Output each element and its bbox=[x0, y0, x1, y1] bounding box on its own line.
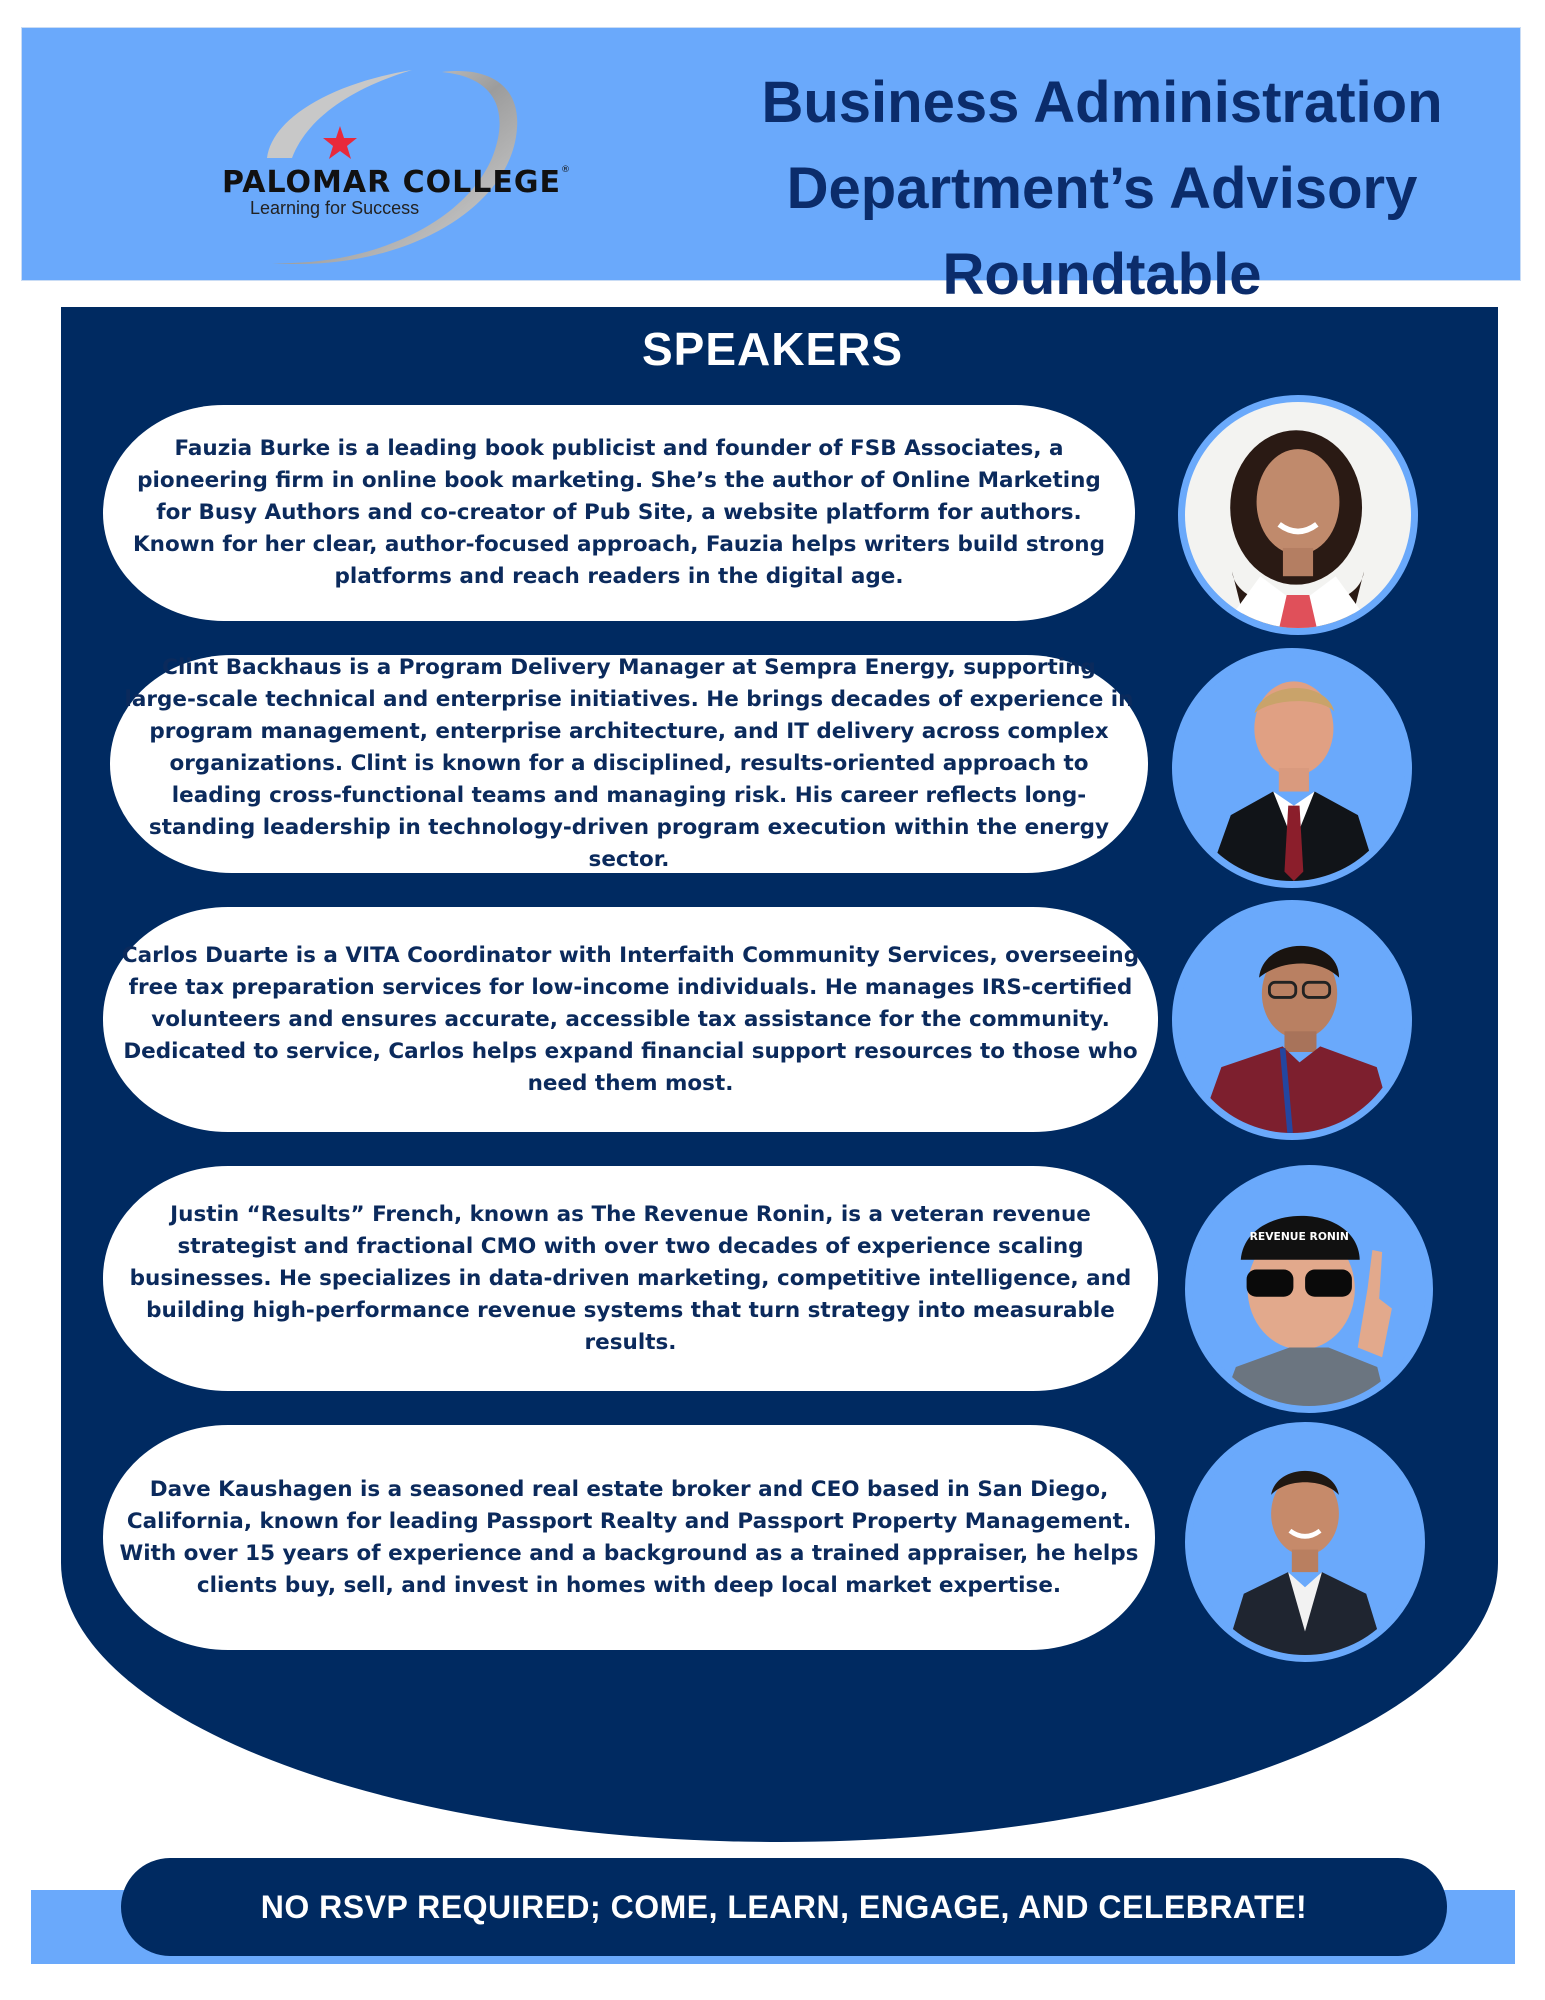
footer-text: NO RSVP REQUIRED; COME, LEARN, ENGAGE, AND CELEBRATE! bbox=[260, 1888, 1308, 1925]
speaker-photo-clint bbox=[1172, 648, 1412, 888]
person-avatar-icon bbox=[1192, 1429, 1418, 1655]
speaker-bio-card bbox=[103, 1166, 1158, 1391]
title-line-2: Department’s Advisory bbox=[786, 156, 1418, 221]
person-avatar-icon bbox=[1179, 907, 1405, 1133]
hat-text: REVENUE RONIN bbox=[1249, 1230, 1349, 1244]
footer-banner bbox=[121, 1858, 1447, 1956]
speaker-photo-dave bbox=[1185, 1422, 1425, 1662]
speaker-bio: Dave Kaushagen is a seasoned real estate broker and CEO based in San Diego, California, known for leading Passport Realty and Passport Property Management. With over 15 years of experience and a background as a trained appraiser, he helps clients buy, sell, and invest in homes with deep local market expertise. bbox=[119, 1476, 1139, 1598]
person-avatar-icon bbox=[1185, 402, 1411, 628]
speaker-bio-card bbox=[103, 1425, 1155, 1650]
palomar-college-logo bbox=[212, 58, 632, 288]
person-avatar-icon bbox=[1179, 655, 1405, 881]
speaker-bio-card bbox=[103, 907, 1158, 1132]
speaker-bio: Carlos Duarte is a VITA Coordinator with Interfaith Community Services, overseeing free tax preparation services for low-income individuals. He manages IRS-certified volunteers and ensures accurate, accessible tax assistance for the community. Dedicated to service, Carlos helps expand financial support resources to those who need them most. bbox=[121, 942, 1140, 1096]
logo-registered-mark: ® bbox=[560, 165, 571, 175]
speaker-bio: Clint Backhaus is a Program Delivery Manager at Sempra Energy, supporting large-scale technical and enterprise initiatives. He brings decades of experience in program management, enterprise architecture, and IT delivery across complex organizations. Clint is known for a disciplined, results-oriented approach to leading cross-functional teams and managing risk. His career reflects long-standing leadership in technology-driven program execution within the energy sector. bbox=[124, 655, 1134, 872]
speaker-photo-carlos bbox=[1172, 900, 1412, 1140]
speaker-bio-card bbox=[110, 655, 1148, 873]
speaker-photo-fauzia bbox=[1178, 395, 1418, 635]
speaker-photo-justin bbox=[1185, 1165, 1433, 1413]
title-line-1: Business Administration bbox=[761, 70, 1443, 135]
title-line-3: Roundtable bbox=[942, 242, 1262, 307]
logo-name: PALOMAR COLLEGE bbox=[222, 165, 561, 200]
speaker-bio: Justin “Results” French, known as The Revenue Ronin, is a veteran revenue strategist and fractional CMO with over two decades of experience scaling businesses. He specializes in data-driven marketing, competitive intelligence, and building high-performance revenue systems that turn strategy into measurable results. bbox=[129, 1201, 1132, 1355]
section-title: SPEAKERS bbox=[641, 323, 904, 375]
header-banner bbox=[21, 27, 1521, 307]
speaker-bio: Fauzia Burke is a leading book publicist and founder of FSB Associates, a pioneering firm in online book marketing. She’s the author of Online Marketing for Busy Authors and co-creator of Pub Site, a website platform for authors. Known for her clear, author-focused approach, Fauzia helps writers build strong platforms and reach readers in the digital age. bbox=[133, 436, 1105, 589]
page-title bbox=[757, 60, 1447, 318]
person-avatar-icon bbox=[1192, 1172, 1426, 1406]
logo-star-icon bbox=[323, 126, 357, 159]
speaker-bio-card bbox=[103, 405, 1135, 621]
logo-tagline: Learning for Success bbox=[250, 198, 420, 218]
